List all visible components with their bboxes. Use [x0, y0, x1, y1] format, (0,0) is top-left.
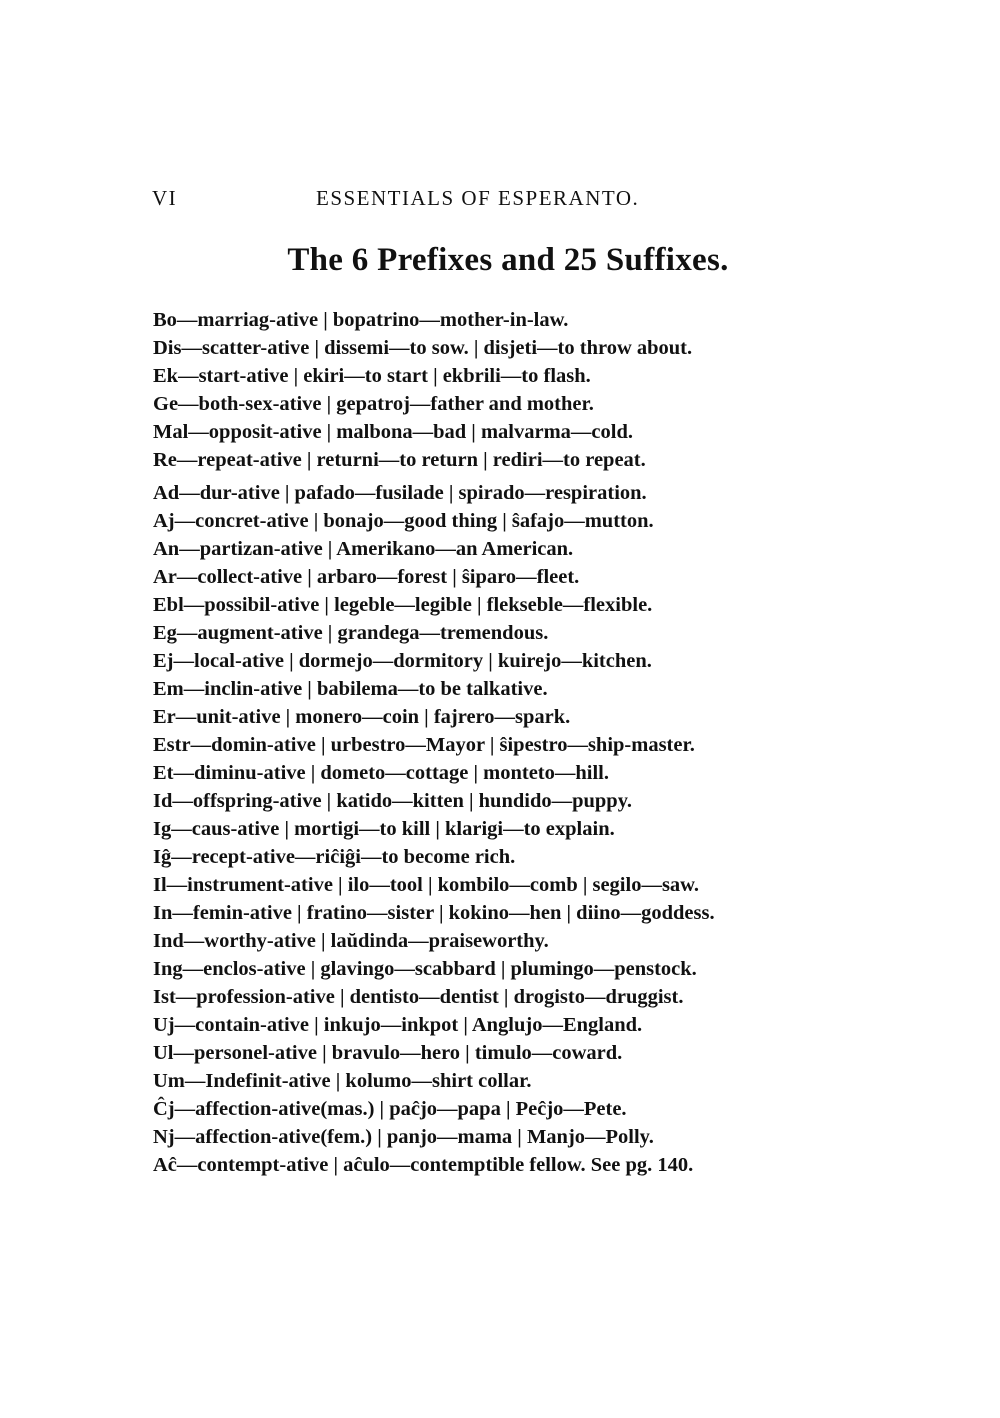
suffix-entry-em: Em—inclin-ative | babilema—to be talkative. [153, 678, 548, 700]
suffix-entry-eg: Eg—augment-ative | grandega—tremendous. [153, 622, 549, 644]
suffix-entry-ing: Ing—enclos-ative | glavingo—scabbard | plumingo—penstock. [153, 958, 697, 980]
suffix-entry-ebl: Ebl—possibil-ative | legeble—legible | flekseble—flexible. [153, 594, 653, 616]
suffix-entry-id: Id—offspring-ative | katido—kitten | hundido—puppy. [153, 790, 632, 812]
suffix-entry-il: Il—instrument-ative | ilo—tool | kombilo—comb | segilo—saw. [153, 874, 699, 896]
suffix-entry-et: Et—diminu-ative | dometo—cottage | monteto—hill. [153, 762, 609, 784]
page-header [152, 186, 732, 214]
prefix-entry-ek: Ek—start-ative | ekiri—to start | ekbrili—to flash. [153, 365, 591, 387]
suffix-entry-ul: Ul—personel-ative | bravulo—hero | timulo—coward. [153, 1042, 623, 1064]
suffix-entry-ej: Ej—local-ative | dormejo—dormitory | kuirejo—kitchen. [153, 650, 652, 672]
suffix-entry-ar: Ar—collect-ative | arbaro—forest | ŝiparo—fleet. [153, 566, 580, 588]
suffix-entry-nj: Nj—affection-ative(fem.) | panjo—mama | Manjo—Polly. [153, 1126, 654, 1148]
suffix-entry-ig: Ig—caus-ative | mortigi—to kill | klarigi—to explain. [153, 818, 615, 840]
prefix-list [153, 306, 873, 474]
suffix-entry-estr: Estr—domin-ative | urbestro—Mayor | ŝipestro—ship-master. [153, 734, 695, 756]
suffix-entry-er: Er—unit-ative | monero—coin | fajrero—spark. [153, 706, 571, 728]
suffix-entry-ind: Ind—worthy-ative | laŭdinda—praiseworthy. [153, 930, 549, 952]
prefix-entry-ge: Ge—both-sex-ative | gepatroj—father and mother. [153, 393, 594, 415]
page-number: VI [152, 186, 178, 210]
suffix-entry-igh: Iĝ—recept-ative—riĉiĝi—to become rich. [153, 846, 516, 868]
suffix-entry-in: In—femin-ative | fratino—sister | kokino—hen | diino—goddess. [153, 902, 715, 924]
affix-list [153, 306, 873, 1179]
suffix-entry-um: Um—Indefinit-ative | kolumo—shirt collar. [153, 1070, 532, 1092]
suffix-entry-an: An—partizan-ative | Amerikano—an American. [153, 538, 574, 560]
suffix-entry-uj: Uj—contain-ative | inkujo—inkpot | Anglujo—England. [153, 1014, 643, 1036]
prefix-entry-dis: Dis—scatter-ative | dissemi—to sow. | disjeti—to throw about. [153, 337, 693, 359]
prefix-entry-mal: Mal—opposit-ative | malbona—bad | malvarma—cold. [153, 421, 633, 443]
prefix-entry-re: Re—repeat-ative | returni—to return | rediri—to repeat. [153, 449, 646, 471]
suffix-entry-ist: Ist—profession-ative | dentisto—dentist | drogisto—druggist. [153, 986, 684, 1008]
suffix-list [153, 479, 873, 1179]
suffix-entry-ad: Ad—dur-ative | pafado—fusilade | spirado—respiration. [153, 482, 647, 504]
prefix-entry-bo: Bo—marriag-ative | bopatrino—mother-in-law. [153, 309, 569, 331]
running-title: ESSENTIALS OF ESPERANTO. [316, 186, 640, 210]
suffix-entry-aj: Aj—concret-ative | bonajo—good thing | ŝafajo—mutton. [153, 510, 654, 532]
page-title: The 6 Prefixes and 25 Suffixes. [287, 242, 729, 278]
suffix-entry-chj: Ĉj—affection-ative(mas.) | paĉjo—papa | Peĉjo—Pete. [153, 1098, 627, 1120]
suffix-entry-ach: Aĉ—contempt-ative | aĉulo—contemptible fellow. See pg. 140. [153, 1154, 694, 1176]
